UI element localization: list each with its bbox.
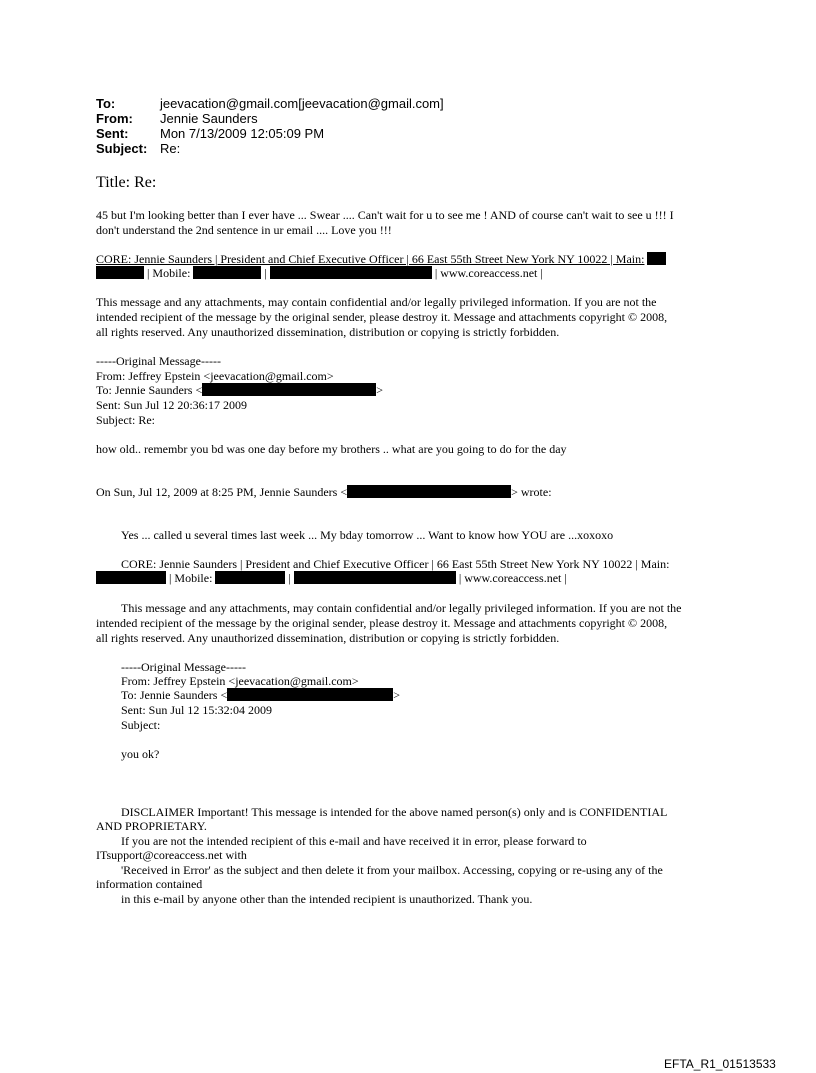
signature2-mobile-label: | Mobile: — [169, 571, 213, 585]
disclaimer-line1: DISCLAIMER Important! This message is intended for the above named person(s) only and is CONFIDENTIAL — [121, 805, 668, 819]
redaction-box — [96, 571, 166, 584]
from-value: Jennie Saunders — [160, 111, 258, 126]
confidentiality2-line1: This message and any attachments, may contain confidential and/or legally privileged information. If you are not the — [121, 601, 682, 615]
header-sent-row — [96, 126, 444, 141]
original2-to-close: > — [393, 688, 401, 702]
signature2-separator: | — [288, 571, 291, 585]
original1-to-close: > — [376, 383, 384, 397]
body4: you ok? — [121, 747, 160, 761]
disclaimer-line7: in this e-mail by anyone other than the intended recipient is unauthorized. Thank you. — [121, 892, 533, 906]
signature2-line1: CORE: Jennie Saunders | President and Chief Executive Officer | 66 East 55th Street New York NY 10022 | Main: — [121, 557, 670, 571]
redaction-box — [270, 266, 432, 279]
quote-attribution-text: On Sun, Jul 12, 2009 at 8:25 PM, Jennie Saunders < — [96, 485, 348, 499]
signature2-line2 — [96, 571, 567, 586]
original2-subject: Subject: — [121, 718, 161, 732]
redaction-box — [96, 266, 144, 279]
signature1-text: CORE: Jennie Saunders | President and Chief Executive Officer | 66 East 55th Street New York NY 10022 | Main: — [96, 252, 645, 266]
original2-from: From: Jeffrey Epstein <jeevacation@gmail.com> — [121, 674, 359, 688]
original2-separator: -----Original Message----- — [121, 660, 246, 674]
confidentiality1-line3: all rights reserved. Any unauthorized dissemination, distribution or copying is strictly forbidden. — [96, 325, 560, 339]
signature1-website: | www.coreaccess.net | — [434, 266, 543, 280]
to-value: jeevacation@gmail.com[jeevacation@gmail.com] — [160, 96, 444, 111]
redaction-box — [647, 252, 666, 265]
disclaimer-line6: information contained — [96, 877, 203, 891]
body1-line1: 45 but I'm looking better than I ever have ... Swear .... Can't wait for u to see me ! AND of course can't wait to see u !!! I — [96, 208, 674, 222]
email-header — [96, 96, 444, 156]
to-label: To: — [96, 96, 116, 111]
disclaimer-line3: If you are not the intended recipient of this e-mail and have received it in error, please forward to — [121, 834, 587, 848]
body1-line2: don't understand the 2nd sentence in ur email .... Love you !!! — [96, 223, 392, 237]
original1-sent: Sent: Sun Jul 12 20:36:17 2009 — [96, 398, 248, 412]
document-title: Title: Re: — [96, 174, 157, 191]
original2-to-text: To: Jennie Saunders < — [121, 688, 228, 702]
disclaimer-line4: ITsupport@coreaccess.net with — [96, 848, 247, 862]
from-label: From: — [96, 111, 133, 126]
sent-value: Mon 7/13/2009 12:05:09 PM — [160, 126, 325, 141]
quote-attribution-suffix: > wrote: — [511, 485, 552, 499]
redaction-box — [202, 383, 376, 396]
original2-to — [121, 688, 400, 703]
subject-value: Re: — [160, 141, 181, 156]
redaction-box — [215, 571, 285, 584]
original1-separator: -----Original Message----- — [96, 354, 221, 368]
redaction-box — [294, 571, 456, 584]
original1-to-text: To: Jennie Saunders < — [96, 383, 203, 397]
original1-to — [96, 383, 383, 398]
disclaimer-line2: AND PROPRIETARY. — [96, 819, 207, 833]
confidentiality2-line3: all rights reserved. Any unauthorized dissemination, distribution or copying is strictly forbidden. — [96, 631, 560, 645]
signature1-separator: | — [264, 266, 267, 280]
original1-subject: Subject: Re: — [96, 413, 155, 427]
signature1-line2 — [96, 266, 543, 281]
original2-sent: Sent: Sun Jul 12 15:32:04 2009 — [121, 703, 273, 717]
signature1-line1 — [96, 252, 666, 267]
header-to-row — [96, 96, 444, 111]
original1-from: From: Jeffrey Epstein <jeevacation@gmail.com> — [96, 369, 334, 383]
confidentiality2-line2: intended recipient of the message by the original sender, please destroy it. Message and attachments copyright © 2008, — [96, 616, 668, 630]
signature1-mobile-label: | Mobile: — [147, 266, 191, 280]
header-subject-row — [96, 141, 444, 156]
header-from-row — [96, 111, 444, 126]
quote-attribution — [96, 485, 552, 500]
sent-label: Sent: — [96, 126, 129, 141]
disclaimer-line5: 'Received in Error' as the subject and then delete it from your mailbox. Accessing, copying or re-using any of the — [121, 863, 663, 877]
subject-label: Subject: — [96, 141, 148, 156]
redaction-box — [347, 485, 511, 498]
signature2-website: | www.coreaccess.net | — [458, 571, 567, 585]
bates-number: EFTA_R1_01513533 — [664, 1057, 776, 1071]
redaction-box — [193, 266, 261, 279]
confidentiality1-line2: intended recipient of the message by the original sender, please destroy it. Message and attachments copyright © 2008, — [96, 310, 668, 324]
body3: Yes ... called u several times last week ... My bday tomorrow ... Want to know how YOU are ...xoxoxo — [121, 528, 614, 542]
redaction-box — [227, 688, 393, 701]
body2: how old.. remembr you bd was one day before my brothers .. what are you going to do for the day — [96, 442, 567, 456]
confidentiality1-line1: This message and any attachments, may contain confidential and/or legally privileged information. If you are not the — [96, 295, 657, 309]
